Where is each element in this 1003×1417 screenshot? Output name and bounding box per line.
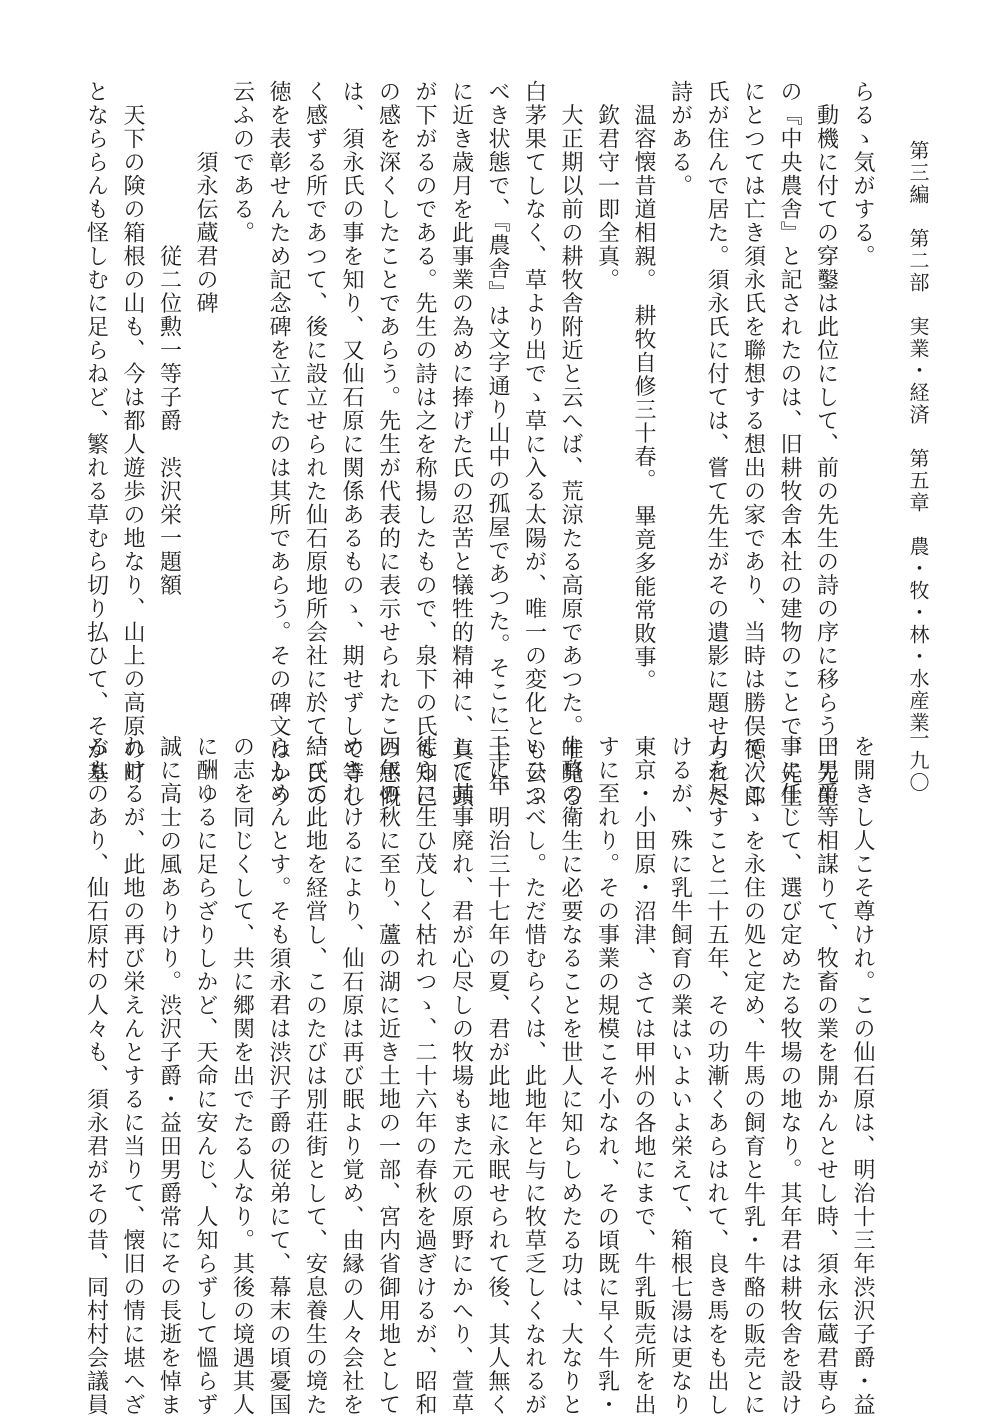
- text-line: を開きし人こそ尊けれ。この仙石原は、明治十三年渋沢子爵・益: [850, 735, 875, 1417]
- text-line: 天下の険の箱根の山も、今は都人遊歩の地なり、山上の高原の町: [120, 80, 145, 785]
- text-line: 大正期以前の耕牧舎附近と云へば、荒涼たる高原であつた。唯見る: [558, 80, 583, 809]
- text-line: らるゝ気がする。: [850, 80, 875, 268]
- text-line: の感を深くしたことであらう。先生が代表的に表示せられたこの感慨: [375, 80, 401, 809]
- text-line: 欽君守一即全真。: [594, 80, 620, 292]
- text-line: 徳を表彰せんため記念碑を立てたのは其所であらう。その碑文はかう: [266, 80, 291, 809]
- text-line: 須永伝蔵君の碑: [193, 80, 218, 315]
- text-line: れけるが、此地の再び栄えんとするに当りて、懐旧の情に堪へざ: [120, 735, 145, 1417]
- text-line: らしめんとす。そも須永君は渋沢子爵の従弟にて、幕末の頃憂国: [266, 735, 291, 1417]
- text-line: 誠に高士の風ありけり。渋沢子爵・益田男爵常にその長逝を悼ま: [156, 735, 182, 1417]
- text-line: めされけるにより、仙石原は再び眠より覚め、由縁の人々会社を: [339, 735, 364, 1417]
- text-line: して其事廃れ、君が心尽しの牧場もまた元の原野にかへり、萱草: [448, 735, 474, 1417]
- text-line: 温容懐昔道相親。 耕牧自修三十春。 畢竟多能常敗事。: [631, 80, 656, 693]
- text-line: 氏が住んで居た。須永氏に付ては、嘗て先生がその遺影に題せられた: [704, 80, 729, 809]
- text-line: 結びて此地を経営し、このたびは別荘街として、安息養生の境た: [302, 735, 328, 1417]
- text-line: 動機に付ての穿鑿は此位にして、前の先生の詩の序に移らう。先生: [813, 80, 839, 809]
- text-line: いひつべし。ただ惜むらくは、此地年と与に牧草乏しくなれるが: [521, 735, 547, 1417]
- text-line: べき状態で、『農舎』は文字通り山中の孤屋であつた。そこに三十年: [485, 80, 510, 798]
- page-number: 一九〇: [906, 728, 930, 794]
- text-line: は、須永氏の事を知り、又仙石原に関係あるものゝ、期せずして等し: [339, 80, 364, 809]
- text-line: に酬ゆるに足らざりしかど、天命に安んじ、人知らずして慍らず: [193, 735, 218, 1417]
- text-line: すに至れり。その事業の規模こそ小なれ、その頃既に早く牛乳・: [594, 735, 620, 1417]
- text-line: 事に任じて、選び定めたる牧場の地なり。其年君は耕牧舎を設け: [777, 735, 802, 1417]
- text-line: 四年の秋に至り、蘆の湖に近き土地の一部、宮内省御用地として: [375, 735, 401, 1417]
- text-line: 白茅果てしなく、草より出でゝ草に入る太陽が、唯一の変化とも云ふ: [521, 80, 547, 809]
- text-line: 東京・小田原・沼津、さては甲州の各地にまで、牛乳販売所を出: [631, 735, 656, 1417]
- text-line: けるが、殊に乳牛飼育の業はいよいよ栄えて、箱根七湯は更なり: [667, 735, 693, 1417]
- text-line: が下がるのである。先生の詩は之を称揚したもので、泉下の氏も知己: [412, 80, 437, 809]
- running-header: 第三編 第二部 実業・経済 第五章 農・牧・林・水産業: [906, 140, 930, 734]
- text-line: 従二位勲一等子爵 渋沢栄一題額: [156, 80, 182, 597]
- text-line: 云ふのである。: [229, 80, 255, 245]
- text-line: となららんも怪しむに足らねど、繁れる草むら切り払ひて、そが基: [83, 80, 109, 785]
- text-line: の志を同じくして、共に郷関を出でたる人なり。其後の境遇其人: [229, 735, 255, 1417]
- text-line: 田男爵等相謀りて、牧畜の業を開かんとせし時、須永伝蔵君専ら: [813, 735, 839, 1417]
- text-line: 牛酪の衛生に必要なることを世人に知らしめたる功は、大なりと: [558, 735, 583, 1417]
- text-line: にとつては亡き須永氏を聯想する想出の家であり、当時は勝俣徳次郎: [740, 80, 766, 809]
- text-line: 徒らに生ひ茂しく枯れつゝ、二十六年の春秋を過ぎけるが、昭和: [412, 735, 437, 1417]
- text-line: 上に、明治三十七年の夏、君が此地に永眠せられて後、其人無く: [485, 735, 510, 1417]
- text-line: 力を尽すこと二十五年、その功漸くあらはれて、良き馬をも出し: [704, 735, 729, 1417]
- text-line: く感ずる所であつて、後に設立せられた仙石原地所会社に於て、氏の: [302, 80, 328, 809]
- text-line: 詩がある。: [667, 80, 693, 198]
- text-line: て、こゝを永住の処と定め、牛馬の飼育と牛乳・牛酪の販売とに: [740, 735, 766, 1417]
- text-line: に近き歳月を此事業の為めに捧げた氏の忍苦と犠牲的精神に、真に頭: [448, 80, 474, 809]
- text-line: るものあり、仙石原村の人々も、須永君がその昔、同村村会議員: [83, 735, 109, 1417]
- text-line: の『中央農舎』と記されたのは、旧耕牧舎本社の建物のことで、先生: [777, 80, 802, 809]
